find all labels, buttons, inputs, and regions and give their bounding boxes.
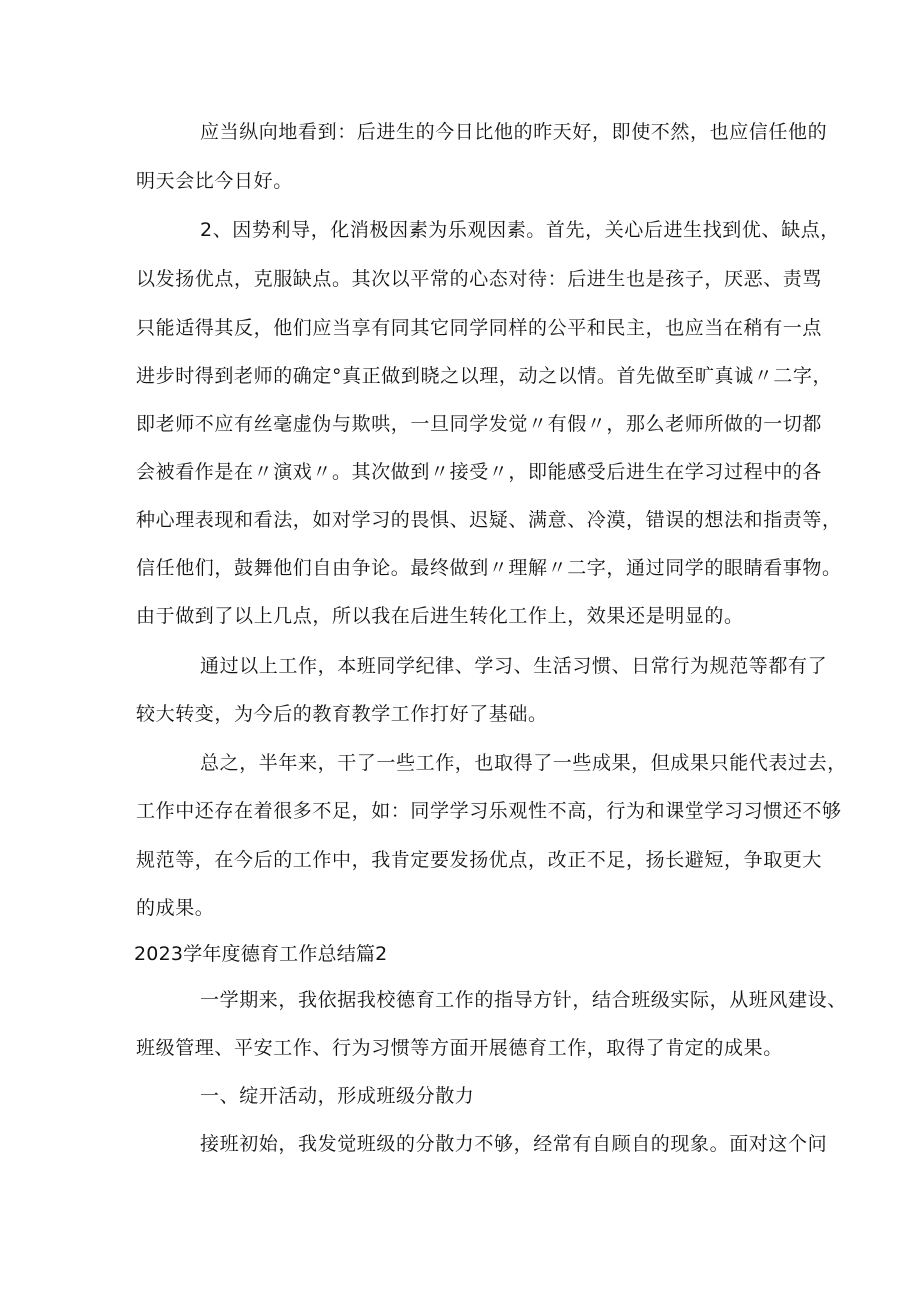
paragraph-line: 通过以上工作，本班同学纪律、学习、生活习惯、日常行为规范等都有了 — [200, 655, 828, 677]
paragraph-line: 的成果。 — [136, 897, 215, 919]
paragraph-line: 以发扬优点，克服缺点。其次以平常的心态对待：后进生也是孩子，厌恶、责骂 — [136, 268, 823, 290]
paragraph-line: 即老师不应有丝毫虚伪与欺哄，一旦同学发觉〃有假〃，那么老师所做的一切都 — [136, 413, 823, 435]
paragraph-line: 一、绽开活动，形成班级分散力 — [200, 1085, 475, 1107]
paragraph-line: 较大转变，为今后的教育教学工作打好了基础。 — [136, 703, 548, 725]
paragraph-line: 2、因势利导，化消极因素为乐观因素。首先，关心后进生找到优、缺点， — [200, 219, 840, 241]
paragraph-line: 一学期来，我依据我校德育工作的指导方针，结合班级实际，从班风建设、 — [200, 989, 847, 1011]
paragraph-line: 班级管理、平安工作、行为习惯等方面开展德育工作，取得了肯定的成果。 — [136, 1037, 783, 1059]
paragraph-line: 种心理表现和看法，如对学习的畏惧、迟疑、满意、冷漠，错误的想法和指责等， — [136, 509, 842, 531]
section-heading: 2023学年度德育工作总结篇2 — [134, 943, 388, 965]
paragraph-line: 规范等，在今后的工作中，我肯定要发扬优点，改正不足，扬长避短，争取更大 — [136, 849, 823, 871]
paragraph-line: 只能适得其反，他们应当享有同其它同学同样的公平和民主，也应当在稍有一点 — [136, 317, 823, 339]
paragraph-line: 明天会比今日好。 — [136, 170, 293, 192]
paragraph-line: 会被看作是在〃演戏〃。其次做到〃接受〃，即能感受后进生在学习过程中的各 — [136, 461, 823, 483]
paragraph-line: 信任他们，鼓舞他们自由争论。最终做到〃理解〃二字，通过同学的眼睛看事物。 — [136, 557, 842, 579]
paragraph-line: 由于做到了以上几点，所以我在后进生转化工作上，效果还是明显的。 — [136, 605, 744, 627]
paragraph-line: 接班初始，我发觉班级的分散力不够，经常有自顾自的现象。面对这个问 — [200, 1133, 828, 1155]
paragraph-line: 进步时得到老师的确定°真正做到晓之以理，动之以情。首先做至旷真诚〃二字， — [136, 365, 833, 387]
paragraph-line: 应当纵向地看到：后进生的今日比他的昨天好，即使不然，也应信任他的 — [200, 121, 828, 143]
paragraph-line: 工作中还存在着很多不足，如：同学学习乐观性不高，行为和课堂学习习惯还不够 — [136, 800, 842, 822]
paragraph-line: 总之，半年来，干了一些工作，也取得了一些成果，但成果只能代表过去， — [200, 752, 847, 774]
